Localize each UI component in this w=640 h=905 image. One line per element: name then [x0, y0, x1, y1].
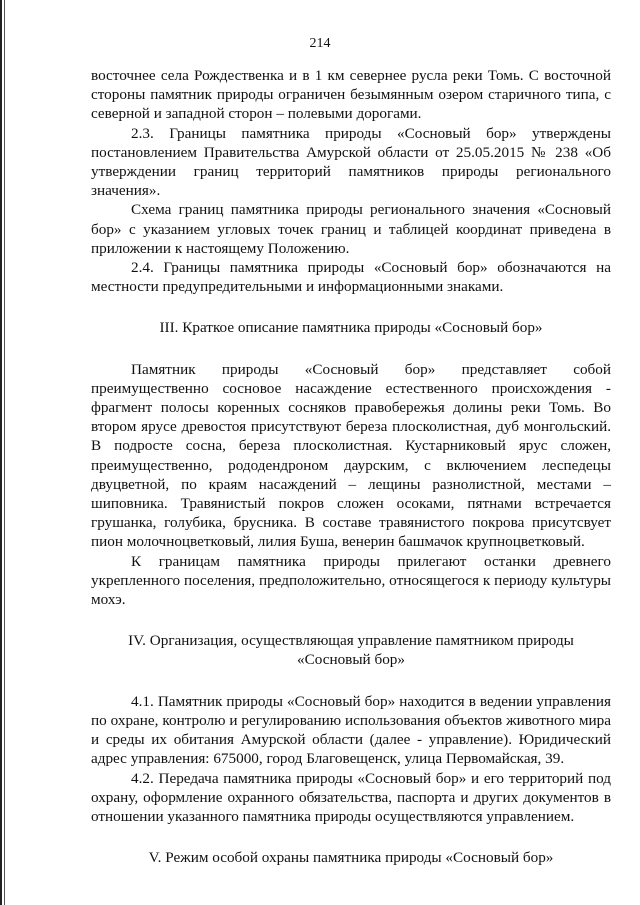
section-heading-iv-line2: «Сосновый бор»	[297, 651, 405, 669]
section-heading-v: V. Режим особой охраны памятника природы «Сосновый бор»	[148, 849, 554, 867]
page-number: 214	[309, 36, 331, 51]
paragraph-4-1: 4.1. Памятник природы «Сосновый бор» находится в ведении управления по охране, контролю и регулированию использования объектов животного мира и среды их обитания Амурской области (далее - управление). Юридический адрес управления: 675000, город Благовещенск, улица Первомайская, 39.	[91, 692, 611, 768]
section-heading-iv-line1: IV. Организация, осуществляющая управление памятником природы	[128, 632, 574, 650]
section-heading-iii: III. Краткое описание памятника природы «Сосновый бор»	[159, 319, 543, 337]
paragraph-4-2: 4.2. Передача памятника природы «Сосновый бор» и его территорий под охрану, оформление охранного обязательства, паспорта и других документов в отношении указанного памятника природы осуществляются управлением.	[91, 769, 611, 825]
document-body	[91, 66, 611, 867]
paragraph-settlement: К границам памятника природы прилегают останки древнего укрепленного поселения, предположительно, относящегося к периоду культуры мохэ.	[91, 552, 611, 609]
paragraph-description: Памятник природы «Сосновый бор» представляет собой преимущественно сосновое насаждение естественного происхождения - фрагмент полосы коренных сосняков правобережья долины реки Томь. Во втором ярусе древостоя присутствуют береза плосколистная, дуб монгольский. В подросте сосна, береза плосколистная. Кустарниковый ярус сложен, преимущественно, рододендроном даурским, с включением леспедецы двуцветной, по краям насаждений – лещины разнолистной, местами – шиповника. Травянистый покров сложен осоками, пятнами встречается грушанка, голубика, брусника. В составе травянистого покрова присутсвует пион молочноцветковый, лилия Буша, венерин башмачок крупноцветковый.	[91, 360, 611, 551]
paragraph-scheme: Схема границ памятника природы регионального значения «Сосновый бор» с указанием угловых точек границ и таблицей координат приведена в приложении к настоящему Положению.	[91, 201, 611, 257]
scan-edge-inner	[4, 0, 5, 905]
paragraph-2-4: 2.4. Границы памятника природы «Сосновый бор» обозначаются на местности предупредительными и информационными знаками.	[91, 259, 611, 296]
paragraph-continuation: восточнее села Рождественка и в 1 км севернее русла реки Томь. С восточной стороны памятник природы ограничен безымянным озером старичного типа, с северной и западной сторон – полевыми дорогами.	[91, 67, 611, 123]
scan-edge	[0, 0, 2, 905]
paragraph-2-3: 2.3. Границы памятника природы «Сосновый бор» утверждены постановлением Правительства Амурской области от 25.05.2015 № 238 «Об утверждении границ территорий памятников природы регионального значения».	[91, 124, 611, 200]
